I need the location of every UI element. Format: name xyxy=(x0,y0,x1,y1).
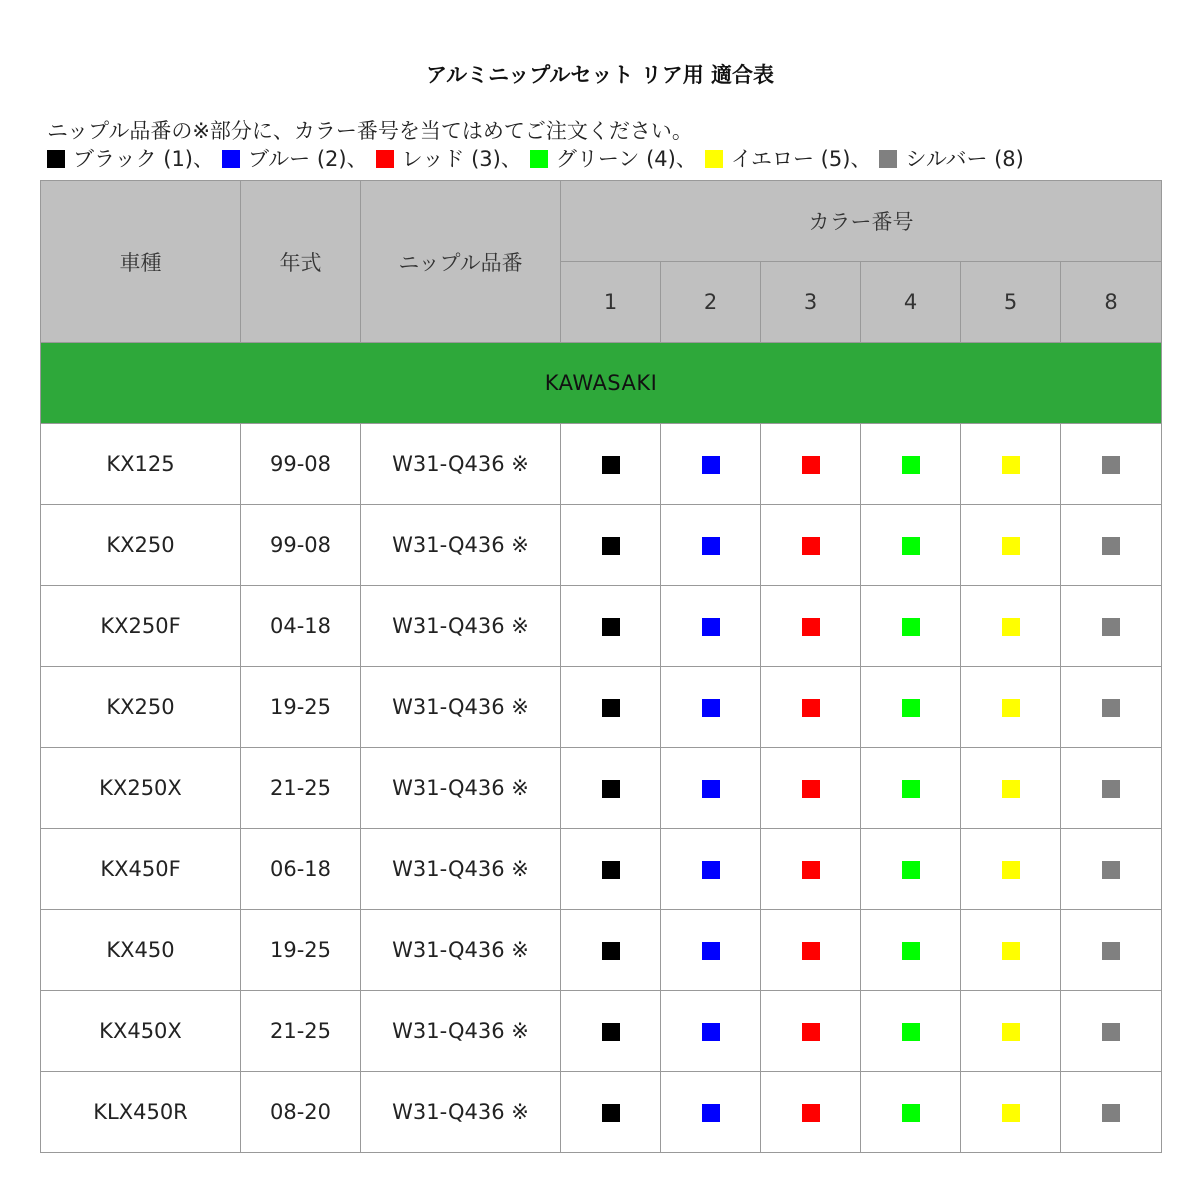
header-color-3: 3 xyxy=(761,262,861,343)
legend-swatch xyxy=(222,150,240,168)
color-swatch xyxy=(702,618,720,636)
cell-color xyxy=(861,829,961,910)
color-swatch xyxy=(902,699,920,717)
order-note: ニップル品番の※部分に、カラー番号を当てはめてご注文ください。 xyxy=(47,119,693,143)
color-swatch xyxy=(902,618,920,636)
cell-color xyxy=(761,1072,861,1153)
cell-color xyxy=(561,667,661,748)
legend-separator: 、 xyxy=(346,147,368,171)
cell-color xyxy=(861,586,961,667)
color-swatch xyxy=(802,1023,820,1041)
header-color-number: カラー番号 xyxy=(561,181,1162,262)
color-swatch xyxy=(1002,456,1020,474)
color-swatch xyxy=(602,537,620,555)
cell-color xyxy=(861,910,961,991)
cell-color xyxy=(1061,829,1162,910)
cell-year: 21-25 xyxy=(241,748,361,829)
cell-part: W31-Q436 ※ xyxy=(361,667,561,748)
color-swatch xyxy=(902,537,920,555)
cell-color xyxy=(1061,991,1162,1072)
cell-color xyxy=(861,1072,961,1153)
cell-model: KX250 xyxy=(41,667,241,748)
cell-color xyxy=(1061,505,1162,586)
cell-color xyxy=(761,667,861,748)
color-swatch xyxy=(602,1023,620,1041)
legend-swatch xyxy=(47,150,65,168)
cell-model: KX250X xyxy=(41,748,241,829)
legend-swatch xyxy=(705,150,723,168)
cell-part: W31-Q436 ※ xyxy=(361,505,561,586)
cell-color xyxy=(761,991,861,1072)
color-swatch xyxy=(602,942,620,960)
legend-swatch xyxy=(879,150,897,168)
color-swatch xyxy=(1102,1104,1120,1122)
table-row xyxy=(41,667,1162,748)
cell-color xyxy=(861,991,961,1072)
cell-color xyxy=(661,748,761,829)
cell-color xyxy=(561,424,661,505)
table-row xyxy=(41,748,1162,829)
cell-part: W31-Q436 ※ xyxy=(361,910,561,991)
cell-color xyxy=(661,991,761,1072)
color-swatch xyxy=(902,1023,920,1041)
color-swatch xyxy=(1002,1023,1020,1041)
color-swatch xyxy=(802,618,820,636)
color-swatch xyxy=(802,699,820,717)
legend-item xyxy=(879,145,1031,173)
cell-color xyxy=(761,910,861,991)
color-swatch xyxy=(602,1104,620,1122)
color-swatch xyxy=(1002,1104,1020,1122)
cell-color xyxy=(961,910,1061,991)
color-swatch xyxy=(902,456,920,474)
header-year: 年式 xyxy=(241,181,361,343)
cell-color xyxy=(661,586,761,667)
cell-color xyxy=(761,505,861,586)
cell-color xyxy=(1061,586,1162,667)
color-swatch xyxy=(702,699,720,717)
cell-color xyxy=(861,424,961,505)
color-swatch xyxy=(702,1104,720,1122)
cell-part: W31-Q436 ※ xyxy=(361,1072,561,1153)
color-swatch xyxy=(602,861,620,879)
cell-part: W31-Q436 ※ xyxy=(361,424,561,505)
cell-year: 04-18 xyxy=(241,586,361,667)
cell-color xyxy=(761,424,861,505)
cell-color xyxy=(961,586,1061,667)
color-swatch xyxy=(802,456,820,474)
cell-color xyxy=(861,748,961,829)
header-color-5: 5 xyxy=(961,262,1061,343)
legend-separator: 、 xyxy=(193,147,215,171)
legend-label: グリーン (4) xyxy=(555,147,676,171)
cell-color xyxy=(961,1072,1061,1153)
cell-model: KX250F xyxy=(41,586,241,667)
cell-color xyxy=(661,1072,761,1153)
cell-color xyxy=(661,424,761,505)
color-swatch xyxy=(702,861,720,879)
table-row xyxy=(41,829,1162,910)
header-color-4: 4 xyxy=(861,262,961,343)
legend-label: レッド (3) xyxy=(401,147,501,171)
cell-color xyxy=(561,991,661,1072)
page-title: アルミニップルセット リア用 適合表 xyxy=(425,63,775,87)
cell-color xyxy=(1061,667,1162,748)
legend-item xyxy=(222,145,376,173)
cell-color xyxy=(861,505,961,586)
color-swatch xyxy=(1002,618,1020,636)
color-swatch xyxy=(802,780,820,798)
color-swatch xyxy=(602,780,620,798)
cell-color xyxy=(761,829,861,910)
cell-color xyxy=(561,586,661,667)
header-part-number: ニップル品番 xyxy=(361,181,561,343)
color-legend xyxy=(47,144,1032,173)
legend-item xyxy=(705,145,880,173)
legend-swatch xyxy=(530,150,548,168)
cell-color xyxy=(961,991,1061,1072)
color-swatch xyxy=(802,942,820,960)
legend-label: ブラック (1) xyxy=(73,147,194,171)
color-swatch xyxy=(702,1023,720,1041)
cell-color xyxy=(961,748,1061,829)
color-swatch xyxy=(602,618,620,636)
cell-year: 99-08 xyxy=(241,505,361,586)
table-row xyxy=(41,910,1162,991)
cell-year: 08-20 xyxy=(241,1072,361,1153)
color-swatch xyxy=(1102,1023,1120,1041)
table-row xyxy=(41,586,1162,667)
cell-model: KX125 xyxy=(41,424,241,505)
cell-color xyxy=(661,829,761,910)
color-swatch xyxy=(1002,861,1020,879)
legend-swatch xyxy=(376,150,394,168)
color-swatch xyxy=(902,1104,920,1122)
color-swatch xyxy=(702,537,720,555)
cell-color xyxy=(661,505,761,586)
header-color-1: 1 xyxy=(561,262,661,343)
cell-color xyxy=(561,505,661,586)
legend-item xyxy=(530,145,705,173)
legend-label: シルバー (8) xyxy=(905,147,1024,171)
cell-year: 19-25 xyxy=(241,910,361,991)
cell-color xyxy=(961,667,1061,748)
cell-color xyxy=(1061,1072,1162,1153)
cell-color xyxy=(561,829,661,910)
cell-color xyxy=(661,667,761,748)
color-swatch xyxy=(1102,699,1120,717)
cell-color xyxy=(861,667,961,748)
cell-part: W31-Q436 ※ xyxy=(361,586,561,667)
color-swatch xyxy=(1102,618,1120,636)
legend-separator: 、 xyxy=(850,147,872,171)
cell-color xyxy=(661,910,761,991)
legend-separator: 、 xyxy=(675,147,697,171)
cell-model: KX450F xyxy=(41,829,241,910)
cell-model: KX250 xyxy=(41,505,241,586)
cell-color xyxy=(761,748,861,829)
legend-label: ブルー (2) xyxy=(248,147,347,171)
color-swatch xyxy=(802,537,820,555)
cell-color xyxy=(761,586,861,667)
cell-color xyxy=(961,505,1061,586)
legend-item xyxy=(47,145,222,173)
color-swatch xyxy=(702,942,720,960)
cell-part: W31-Q436 ※ xyxy=(361,991,561,1072)
color-swatch xyxy=(1002,780,1020,798)
color-swatch xyxy=(702,456,720,474)
cell-color xyxy=(1061,424,1162,505)
color-swatch xyxy=(1102,537,1120,555)
cell-color xyxy=(961,424,1061,505)
color-swatch xyxy=(602,456,620,474)
color-swatch xyxy=(1002,699,1020,717)
header-model: 車種 xyxy=(41,181,241,343)
color-swatch xyxy=(1002,942,1020,960)
color-swatch xyxy=(802,861,820,879)
cell-color xyxy=(961,829,1061,910)
table-row xyxy=(41,424,1162,505)
cell-part: W31-Q436 ※ xyxy=(361,748,561,829)
header-color-2: 2 xyxy=(661,262,761,343)
color-swatch xyxy=(1102,456,1120,474)
cell-model: KLX450R xyxy=(41,1072,241,1153)
cell-model: KX450 xyxy=(41,910,241,991)
table-row xyxy=(41,505,1162,586)
color-swatch xyxy=(1002,537,1020,555)
cell-color xyxy=(561,910,661,991)
color-swatch xyxy=(1102,780,1120,798)
color-swatch xyxy=(902,780,920,798)
cell-part: W31-Q436 ※ xyxy=(361,829,561,910)
color-swatch xyxy=(1102,942,1120,960)
cell-color xyxy=(561,1072,661,1153)
legend-label: イエロー (5) xyxy=(730,147,851,171)
color-swatch xyxy=(802,1104,820,1122)
legend-separator: 、 xyxy=(500,147,522,171)
table-row xyxy=(41,991,1162,1072)
cell-year: 19-25 xyxy=(241,667,361,748)
cell-year: 99-08 xyxy=(241,424,361,505)
cell-year: 06-18 xyxy=(241,829,361,910)
cell-model: KX450X xyxy=(41,991,241,1072)
color-swatch xyxy=(602,699,620,717)
fitment-table xyxy=(40,180,1162,1153)
color-swatch xyxy=(902,861,920,879)
cell-color xyxy=(1061,910,1162,991)
color-swatch xyxy=(1102,861,1120,879)
color-swatch xyxy=(902,942,920,960)
brand-row: KAWASAKI xyxy=(41,343,1162,424)
cell-color xyxy=(1061,748,1162,829)
legend-item xyxy=(376,145,530,173)
header-color-8: 8 xyxy=(1061,262,1162,343)
cell-year: 21-25 xyxy=(241,991,361,1072)
color-swatch xyxy=(702,780,720,798)
cell-color xyxy=(561,748,661,829)
table-row xyxy=(41,1072,1162,1153)
